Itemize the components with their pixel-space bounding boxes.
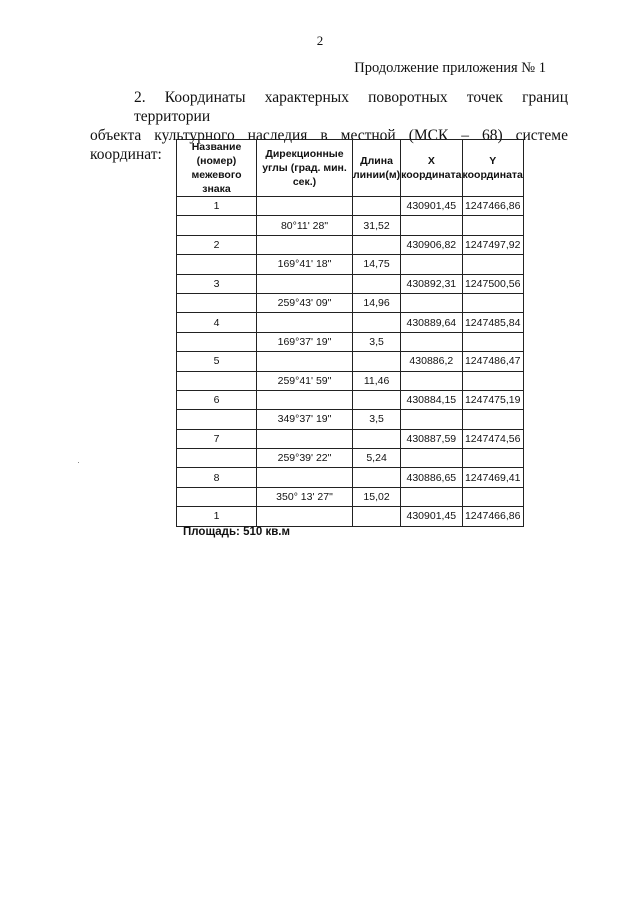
cell-point-name bbox=[177, 293, 257, 312]
cell-direction-angle: 350° 13' 27" bbox=[257, 487, 353, 506]
cell-y-coordinate bbox=[462, 487, 523, 506]
cell-x-coordinate: 430886,65 bbox=[401, 468, 462, 487]
table-row bbox=[177, 293, 524, 312]
cell-x-coordinate bbox=[401, 487, 462, 506]
cell-point-name: 1 bbox=[177, 507, 257, 526]
coordinates-table bbox=[176, 139, 524, 527]
cell-y-coordinate bbox=[462, 216, 523, 235]
cell-point-name: 7 bbox=[177, 429, 257, 448]
cell-x-coordinate bbox=[401, 371, 462, 390]
cell-direction-angle: 259°43' 09" bbox=[257, 293, 353, 312]
appendix-continuation-note: Продолжение приложения № 1 bbox=[354, 60, 546, 76]
cell-y-coordinate: 1247474,56 bbox=[462, 429, 523, 448]
cell-direction-angle: 259°41' 59" bbox=[257, 371, 353, 390]
cell-point-name: 5 bbox=[177, 352, 257, 371]
table-header-row bbox=[177, 140, 524, 197]
cell-direction-angle bbox=[257, 313, 353, 332]
cell-point-name bbox=[177, 255, 257, 274]
table-row bbox=[177, 313, 524, 332]
cell-line-length: 5,24 bbox=[353, 449, 401, 468]
cell-y-coordinate: 1247485,84 bbox=[462, 313, 523, 332]
cell-point-name bbox=[177, 410, 257, 429]
cell-line-length: 14,96 bbox=[353, 293, 401, 312]
section-heading-line-1: 2. Координаты характерных поворотных точек границ территории bbox=[134, 89, 568, 125]
cell-point-name: 4 bbox=[177, 313, 257, 332]
cell-direction-angle: 259°39' 22" bbox=[257, 449, 353, 468]
cell-direction-angle: 349°37' 19" bbox=[257, 410, 353, 429]
cell-line-length bbox=[353, 390, 401, 409]
table-body bbox=[177, 197, 524, 527]
cell-point-name bbox=[177, 371, 257, 390]
cell-x-coordinate: 430886,2 bbox=[401, 352, 462, 371]
cell-line-length bbox=[353, 468, 401, 487]
table-row bbox=[177, 332, 524, 351]
cell-direction-angle: 169°37' 19" bbox=[257, 332, 353, 351]
cell-x-coordinate bbox=[401, 255, 462, 274]
cell-point-name bbox=[177, 487, 257, 506]
cell-line-length bbox=[353, 313, 401, 332]
cell-point-name bbox=[177, 332, 257, 351]
cell-x-coordinate bbox=[401, 410, 462, 429]
cell-x-coordinate bbox=[401, 449, 462, 468]
cell-x-coordinate bbox=[401, 293, 462, 312]
table-row bbox=[177, 216, 524, 235]
cell-y-coordinate bbox=[462, 255, 523, 274]
cell-line-length: 15,02 bbox=[353, 487, 401, 506]
cell-direction-angle bbox=[257, 390, 353, 409]
cell-direction-angle bbox=[257, 235, 353, 254]
header-point-name: Название (номер) межевого знака bbox=[177, 140, 257, 197]
cell-direction-angle bbox=[257, 197, 353, 216]
cell-y-coordinate: 1247486,47 bbox=[462, 352, 523, 371]
cell-y-coordinate bbox=[462, 371, 523, 390]
table-row bbox=[177, 371, 524, 390]
header-y-coordinate: Y координата bbox=[462, 140, 523, 197]
cell-line-length: 14,75 bbox=[353, 255, 401, 274]
cell-y-coordinate: 1247497,92 bbox=[462, 235, 523, 254]
cell-x-coordinate: 430889,64 bbox=[401, 313, 462, 332]
cell-line-length bbox=[353, 352, 401, 371]
cell-point-name: 8 bbox=[177, 468, 257, 487]
cell-x-coordinate: 430887,59 bbox=[401, 429, 462, 448]
cell-y-coordinate bbox=[462, 332, 523, 351]
cell-direction-angle bbox=[257, 274, 353, 293]
cell-line-length bbox=[353, 235, 401, 254]
cell-direction-angle: 169°41' 18" bbox=[257, 255, 353, 274]
header-direction-angle: Дирекционные углы (град. мин. сек.) bbox=[257, 140, 353, 197]
cell-point-name: 6 bbox=[177, 390, 257, 409]
cell-line-length: 11,46 bbox=[353, 371, 401, 390]
table-row bbox=[177, 487, 524, 506]
table-row bbox=[177, 352, 524, 371]
cell-direction-angle bbox=[257, 429, 353, 448]
cell-x-coordinate: 430901,45 bbox=[401, 197, 462, 216]
cell-direction-angle bbox=[257, 468, 353, 487]
section-heading-line-2: объекта культурного наследия в местной (МСК – 68) системе координат: bbox=[90, 127, 568, 163]
cell-point-name bbox=[177, 216, 257, 235]
table-row bbox=[177, 235, 524, 254]
cell-x-coordinate: 430892,31 bbox=[401, 274, 462, 293]
cell-line-length: 31,52 bbox=[353, 216, 401, 235]
cell-x-coordinate: 430884,15 bbox=[401, 390, 462, 409]
cell-y-coordinate: 1247475,19 bbox=[462, 390, 523, 409]
cell-y-coordinate: 1247466,86 bbox=[462, 507, 523, 526]
cell-direction-angle: 80°11' 28" bbox=[257, 216, 353, 235]
table-row bbox=[177, 429, 524, 448]
cell-point-name: 3 bbox=[177, 274, 257, 293]
cell-x-coordinate bbox=[401, 332, 462, 351]
cell-point-name: 1 bbox=[177, 197, 257, 216]
cell-line-length bbox=[353, 507, 401, 526]
cell-x-coordinate bbox=[401, 216, 462, 235]
cell-y-coordinate bbox=[462, 410, 523, 429]
cell-point-name: 2 bbox=[177, 235, 257, 254]
cell-line-length bbox=[353, 274, 401, 293]
table-row bbox=[177, 449, 524, 468]
cell-x-coordinate: 430906,82 bbox=[401, 235, 462, 254]
table-row bbox=[177, 390, 524, 409]
cell-direction-angle bbox=[257, 507, 353, 526]
page-number: 2 bbox=[316, 33, 324, 48]
cell-line-length bbox=[353, 197, 401, 216]
cell-line-length: 3,5 bbox=[353, 410, 401, 429]
table-row bbox=[177, 507, 524, 526]
header-x-coordinate: X координата bbox=[401, 140, 462, 197]
area-note: Площадь: 510 кв.м bbox=[183, 526, 290, 538]
table-row bbox=[177, 197, 524, 216]
cell-x-coordinate: 430901,45 bbox=[401, 507, 462, 526]
cell-line-length: 3,5 bbox=[353, 332, 401, 351]
cell-point-name bbox=[177, 449, 257, 468]
table-row bbox=[177, 468, 524, 487]
cell-y-coordinate: 1247469,41 bbox=[462, 468, 523, 487]
header-line-length: Длина линии(м) bbox=[353, 140, 401, 197]
table-row bbox=[177, 410, 524, 429]
cell-line-length bbox=[353, 429, 401, 448]
cell-y-coordinate bbox=[462, 293, 523, 312]
scan-speck bbox=[78, 462, 79, 463]
cell-y-coordinate: 1247500,56 bbox=[462, 274, 523, 293]
table-row bbox=[177, 255, 524, 274]
table-row bbox=[177, 274, 524, 293]
cell-y-coordinate bbox=[462, 449, 523, 468]
cell-y-coordinate: 1247466,86 bbox=[462, 197, 523, 216]
cell-direction-angle bbox=[257, 352, 353, 371]
